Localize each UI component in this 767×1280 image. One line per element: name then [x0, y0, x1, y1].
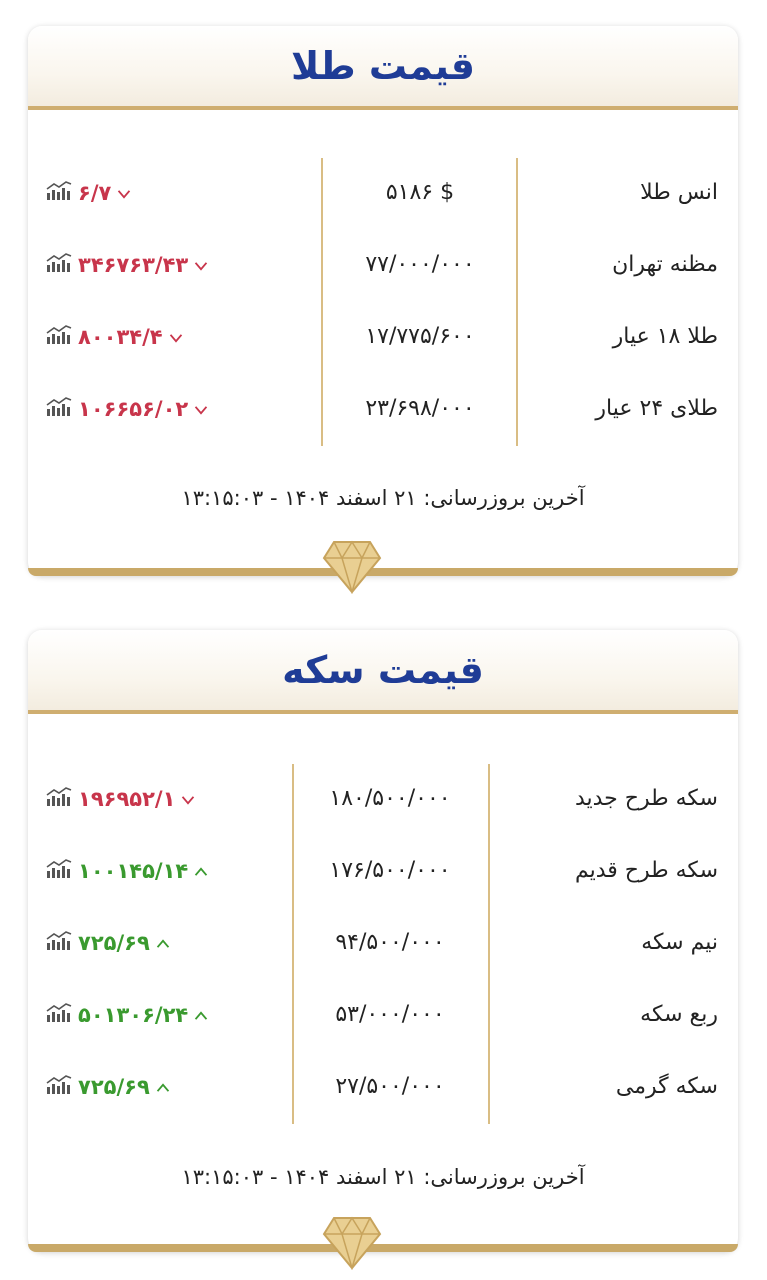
chevron-up-icon: [194, 862, 208, 881]
change-cell: [46, 1065, 170, 1109]
chevron-down-icon: [194, 256, 208, 275]
coin-price-card: [28, 630, 738, 1252]
item-price: ۵۳/۰۰۰/۰۰۰: [335, 1002, 445, 1027]
change-value: ۶/۷: [78, 181, 112, 205]
price-row[interactable]: [28, 777, 738, 821]
item-price: ۱۷۶/۵۰۰/۰۰۰: [329, 858, 451, 883]
chevron-down-icon: [181, 790, 195, 809]
coin-card-header: [28, 630, 738, 714]
item-price: ۷۷/۰۰۰/۰۰۰: [365, 252, 475, 277]
chevron-up-icon: [156, 934, 170, 953]
item-price: ۱۸۰/۵۰۰/۰۰۰: [329, 786, 451, 811]
item-name: سکه گرمی: [615, 1074, 718, 1099]
bar-chart-icon[interactable]: [46, 1075, 72, 1099]
coin-card-title: قیمت سکه: [282, 648, 484, 692]
chevron-down-icon: [169, 328, 183, 347]
price-row[interactable]: [28, 171, 738, 215]
change-cell: [46, 243, 208, 287]
item-name: طلا ۱۸ عیار: [612, 324, 718, 349]
chevron-up-icon: [194, 1006, 208, 1025]
price-row[interactable]: [28, 243, 738, 287]
gold-price-card: [28, 26, 738, 576]
price-row[interactable]: [28, 387, 738, 431]
change-cell: [46, 171, 131, 215]
change-value: ۱۰۶۶۵۶/۰۲: [78, 397, 189, 421]
bar-chart-icon[interactable]: [46, 787, 72, 811]
change-cell: [46, 777, 195, 821]
item-name: سکه طرح جدید: [574, 786, 718, 811]
bar-chart-icon[interactable]: [46, 1003, 72, 1027]
item-name: نیم سکه: [641, 930, 718, 955]
bar-chart-icon[interactable]: [46, 253, 72, 277]
item-price: ۹۴/۵۰۰/۰۰۰: [335, 930, 445, 955]
item-name: سکه طرح قدیم: [574, 858, 718, 883]
item-price: ۵۱۸۶ $: [385, 180, 455, 205]
price-row[interactable]: [28, 849, 738, 893]
item-name: ربع سکه: [640, 1002, 718, 1027]
item-name: طلای ۲۴ عیار: [595, 396, 718, 421]
gold-card-header: [28, 26, 738, 110]
gold-card-bottom-bar: [28, 568, 738, 576]
price-row[interactable]: [28, 315, 738, 359]
coin-last-updated: آخرین بروزرسانی: ۲۱ اسفند ۱۴۰۴ - ۱۳:۱۵:۰۳: [181, 1165, 585, 1189]
chevron-down-icon: [194, 400, 208, 419]
chevron-up-icon: [156, 1078, 170, 1097]
change-cell: [46, 921, 170, 965]
change-value: ۸۰۰۳۴/۴: [78, 325, 163, 349]
change-cell: [46, 849, 208, 893]
price-row[interactable]: [28, 1065, 738, 1109]
bar-chart-icon[interactable]: [46, 181, 72, 205]
item-name: انس طلا: [640, 180, 718, 205]
change-cell: [46, 387, 208, 431]
change-value: ۱۹۶۹۵۲/۱: [78, 787, 176, 811]
change-cell: [46, 315, 183, 359]
change-value: ۷۲۵/۶۹: [78, 931, 150, 955]
bar-chart-icon[interactable]: [46, 325, 72, 349]
change-value: ۳۴۶۷۶۳/۴۳: [78, 253, 189, 277]
item-price: ۲۳/۶۹۸/۰۰۰: [365, 396, 475, 421]
item-name: مظنه تهران: [612, 252, 718, 277]
change-value: ۷۲۵/۶۹: [78, 1075, 150, 1099]
bar-chart-icon[interactable]: [46, 931, 72, 955]
change-cell: [46, 993, 208, 1037]
bar-chart-icon[interactable]: [46, 397, 72, 421]
price-row[interactable]: [28, 921, 738, 965]
chevron-down-icon: [117, 184, 131, 203]
change-value: ۵۰۱۳۰۶/۲۴: [78, 1003, 189, 1027]
item-price: ۲۷/۵۰۰/۰۰۰: [335, 1074, 445, 1099]
price-row[interactable]: [28, 993, 738, 1037]
change-value: ۱۰۰۱۴۵/۱۴: [78, 859, 189, 883]
bar-chart-icon[interactable]: [46, 859, 72, 883]
gold-card-title: قیمت طلا: [291, 44, 475, 88]
gold-last-updated: آخرین بروزرسانی: ۲۱ اسفند ۱۴۰۴ - ۱۳:۱۵:۰۳: [181, 486, 585, 510]
diamond-icon: [322, 1216, 382, 1270]
item-price: ۱۷/۷۷۵/۶۰۰: [365, 324, 475, 349]
diamond-icon: [322, 540, 382, 594]
coin-card-bottom-bar: [28, 1244, 738, 1252]
